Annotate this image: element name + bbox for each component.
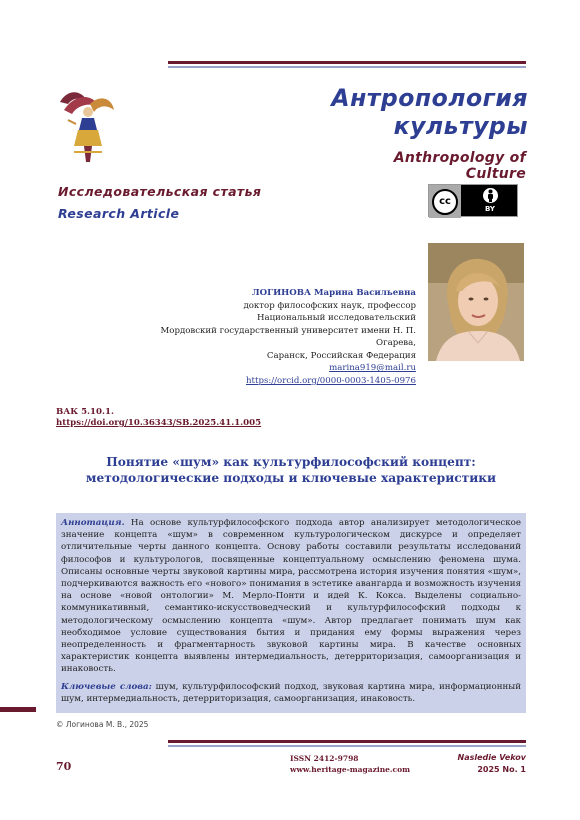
website-link[interactable]: www.heritage-magazine.com: [290, 765, 411, 774]
by-icon-area: [465, 187, 515, 216]
journal-title-en: Anthropology of Culture: [393, 150, 526, 182]
article-type-ru: Исследовательская статья: [58, 184, 262, 199]
keywords-paragraph: [61, 681, 521, 705]
top-rule: [168, 61, 526, 64]
abstract-label: Аннотация.: [61, 518, 125, 528]
doi-link[interactable]: https://doi.org/10.36343/SB.2025.41.1.005: [56, 418, 262, 428]
by-label: BY: [484, 205, 496, 213]
keywords-label: Ключевые слова:: [61, 681, 152, 692]
page-number: 70: [56, 760, 72, 773]
vak-code: ВАК 5.10.1.: [56, 407, 114, 417]
top-rule-secondary: [168, 66, 526, 68]
footer-issue: 2025 No. 1: [477, 765, 526, 774]
cc-by-license-badge[interactable]: [428, 184, 518, 217]
article-title: [56, 454, 526, 486]
author-photo: [428, 243, 524, 361]
abstract-paragraph: [61, 517, 521, 676]
issn: ISSN 2412-9798: [290, 754, 359, 763]
article-title-line2: методологические подходы и ключевые характеристики: [85, 471, 497, 485]
author-location: Саранск, Российская Федерация: [266, 350, 416, 361]
keywords-text: шум, культурфилософский подход, звуковая картина мира, информационный шум, интермедиальность, детерриторизация, самоорганизация, инаковость.: [61, 681, 522, 704]
author-name: ЛОГИНОВА Марина Васильевна: [252, 288, 416, 298]
cc-icon: cc: [432, 189, 458, 215]
journal-title-ru: Антропология культуры: [331, 84, 528, 140]
copyright: © Логинова М. В., 2025: [56, 720, 149, 729]
author-affiliation-line1: Национальный исследовательский: [256, 313, 416, 323]
journal-logo-angel: [54, 80, 118, 170]
side-accent-bar: [0, 707, 36, 712]
author-orcid-link[interactable]: https://orcid.org/0000-0003-1405-0976: [246, 375, 416, 386]
abstract-text: На основе культурфилософского подхода автор анализирует методологическое значение концепта «шум» в современном культурологическом дискурсе и определяет отличительные черты данного концепта. Основу работы составили результаты исследований философов и культурологов, посвященные концептуальному осмыслению феномена шума. Описаны основные черты звуковой картины мира, рассмотрена история изучения понятия «шум», подчеркиваются важность его «нового» понимания в эстетике авангарда и возможность изучения на основе «новой онтологии» М. Мерло-Понти и идей К. Кокса. Выделены социально-коммуникативный, семантико-искусствоведческий и культурфилософский подходы к методологическому осмыслению концепта «шум». Автор предлагает понимать шум как необходимое условие существования бытия и придания ему формы выражения через неопределенность и фрагментарность звуковой картины мира. В качестве основных характеристик концепта выявлены интермедиальность, детерриторизация, самоорганизация и инаковость.: [61, 518, 522, 675]
cc-icon-area: [429, 185, 461, 218]
footer-rule-secondary: [168, 745, 526, 747]
footer-journal-name: Nasledie Vekov: [457, 753, 526, 762]
attribution-person-icon: [482, 187, 499, 204]
article-title-line1: Понятие «шум» как культурфилософский концепт:: [106, 455, 476, 469]
author-email-link[interactable]: marina919@mail.ru: [329, 363, 416, 373]
footer-rule: [168, 740, 526, 743]
author-affiliation-line2: Мордовский государственный университет имени Н. П. Огарева,: [160, 325, 416, 348]
article-type-en: Research Article: [58, 206, 180, 221]
author-degree: доктор философских наук, профессор: [243, 300, 416, 311]
abstract-box: [56, 513, 526, 713]
author-info-block: [120, 287, 416, 387]
